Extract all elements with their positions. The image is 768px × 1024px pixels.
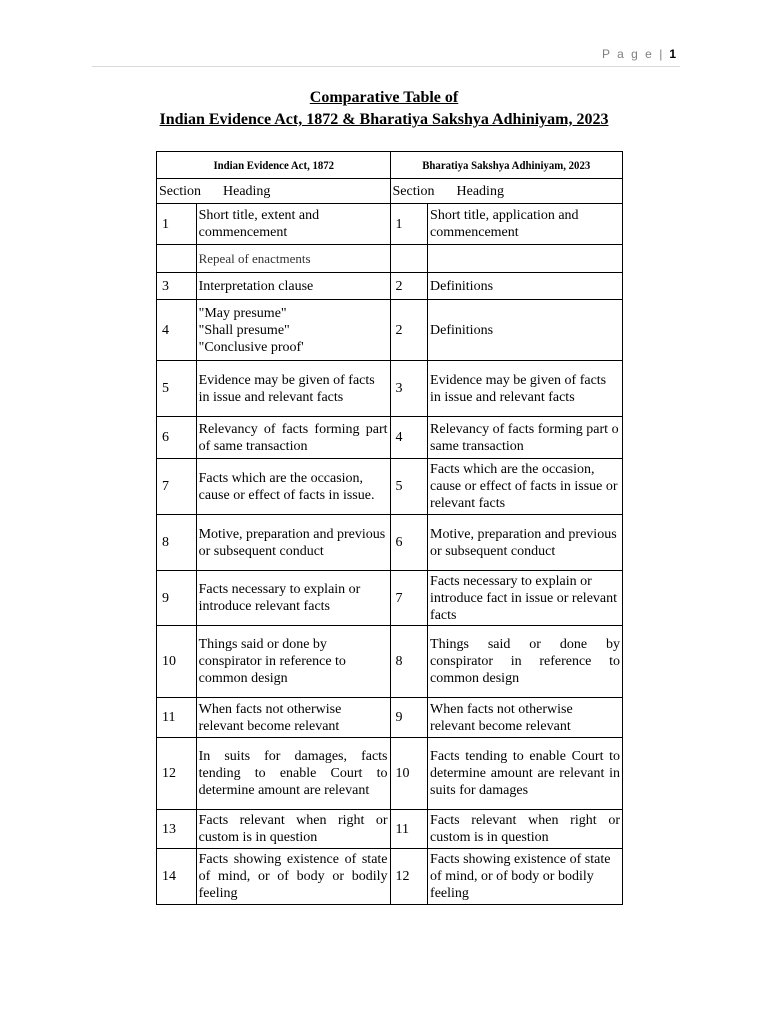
iea-heading: Evidence may be given of facts in issue and relevant facts (196, 361, 390, 417)
iea-section: 12 (157, 738, 197, 810)
iea-heading: Facts relevant when right or custom is in question (196, 810, 390, 849)
page-label: P a g e (602, 47, 654, 61)
right-column-header (390, 179, 622, 204)
table-row (157, 273, 623, 300)
iea-heading: When facts not otherwise relevant become relevant (196, 698, 390, 738)
table-row (157, 810, 623, 849)
bsa-section: 1 (390, 204, 428, 245)
bsa-section: 8 (390, 626, 428, 698)
iea-heading: Facts showing existence of state of mind, or of body or bodily feeling (196, 849, 390, 905)
bsa-heading: Definitions (428, 273, 623, 300)
left-column-header (157, 179, 391, 204)
iea-heading: Interpretation clause (196, 273, 390, 300)
bsa-heading: Facts necessary to explain or introduce fact in issue or relevant facts (428, 571, 623, 626)
bsa-heading: Short title, application and commencement (428, 204, 623, 245)
page-separator: | (659, 47, 665, 61)
table-row (157, 515, 623, 571)
iea-section: 4 (157, 300, 197, 361)
iea-section: 6 (157, 417, 197, 459)
iea-heading: Things said or done by conspirator in reference to common design (196, 626, 390, 698)
iea-section: 14 (157, 849, 197, 905)
table-row (157, 459, 623, 515)
bsa-heading: Facts relevant when right or custom is in question (428, 810, 623, 849)
iea-heading: Short title, extent and commencement (196, 204, 390, 245)
iea-heading (196, 300, 390, 361)
table-row (157, 361, 623, 417)
act-header-row (157, 152, 623, 179)
title-line-1: Comparative Table of (309, 89, 459, 106)
iea-section: 9 (157, 571, 197, 626)
bsa-section (390, 245, 428, 273)
left-act-heading: Indian Evidence Act, 1872 (168, 152, 378, 179)
iea-heading-line: "Conclusive proof' (198, 339, 304, 355)
iea-section: 7 (157, 459, 197, 515)
bsa-section: 6 (390, 515, 428, 571)
iea-section: 11 (157, 698, 197, 738)
bsa-heading: Motive, preparation and previous or subsequent conduct (428, 515, 623, 571)
comparison-table (156, 151, 623, 905)
bsa-section: 12 (390, 849, 428, 905)
bsa-heading: Definitions (428, 300, 623, 361)
iea-section: 1 (157, 204, 197, 245)
iea-section: 3 (157, 273, 197, 300)
iea-heading: Facts necessary to explain or introduce relevant facts (196, 571, 390, 626)
iea-heading: Relevancy of facts forming part of same transaction (196, 417, 390, 459)
title-line-2: Indian Evidence Act, 1872 & Bharatiya Sakshya Adhiniyam, 2023 (159, 111, 609, 128)
bsa-heading: When facts not otherwise relevant become relevant (428, 698, 623, 738)
bsa-heading: Facts showing existence of state of mind, or of body or bodily feeling (428, 849, 623, 905)
iea-section: 8 (157, 515, 197, 571)
bsa-section: 3 (390, 361, 428, 417)
bsa-section: 4 (390, 417, 428, 459)
bsa-heading: Facts tending to enable Court to determine amount are relevant in suits for damages (428, 738, 623, 810)
table-row (157, 738, 623, 810)
bsa-heading (428, 245, 623, 273)
column-header-row (157, 179, 623, 204)
iea-heading: In suits for damages, facts tending to enable Court to determine amount are relevant (196, 738, 390, 810)
bsa-section: 7 (390, 571, 428, 626)
left-section-label: Section (159, 183, 201, 199)
iea-heading-line: "Shall presume" (198, 322, 290, 338)
page-number: 1 (669, 47, 676, 61)
iea-section: 10 (157, 626, 197, 698)
table-row (157, 626, 623, 698)
iea-section: 5 (157, 361, 197, 417)
iea-section (157, 245, 197, 273)
table-row (157, 849, 623, 905)
iea-heading-line: "May presume" (198, 305, 287, 321)
page-header (602, 47, 676, 61)
bsa-section: 2 (390, 300, 428, 361)
right-heading-label: Heading (456, 183, 504, 199)
iea-heading: Repeal of enactments (196, 245, 390, 273)
left-heading-label: Heading (223, 183, 271, 199)
table-row (157, 300, 623, 361)
bsa-section: 11 (390, 810, 428, 849)
table-row (157, 204, 623, 245)
right-act-heading: Bharatiya Sakshya Adhiniyam, 2023 (402, 152, 611, 179)
bsa-section: 10 (390, 738, 428, 810)
iea-section: 13 (157, 810, 197, 849)
iea-heading: Motive, preparation and previous or subsequent conduct (196, 515, 390, 571)
iea-heading: Facts which are the occasion, cause or effect of facts in issue. (196, 459, 390, 515)
bsa-heading: Facts which are the occasion, cause or effect of facts in issue or relevant facts (428, 459, 623, 515)
bsa-section: 9 (390, 698, 428, 738)
table-row (157, 245, 623, 273)
bsa-section: 2 (390, 273, 428, 300)
table-row (157, 571, 623, 626)
right-section-label: Section (392, 183, 435, 199)
table-row (157, 698, 623, 738)
bsa-heading: Things said or done by conspirator in reference to common design (428, 626, 623, 698)
bsa-heading: Evidence may be given of facts in issue and relevant facts (428, 361, 623, 417)
bsa-heading: Relevancy of facts forming part o same transaction (428, 417, 623, 459)
table-row (157, 417, 623, 459)
header-rule (92, 66, 680, 67)
bsa-section: 5 (390, 459, 428, 515)
